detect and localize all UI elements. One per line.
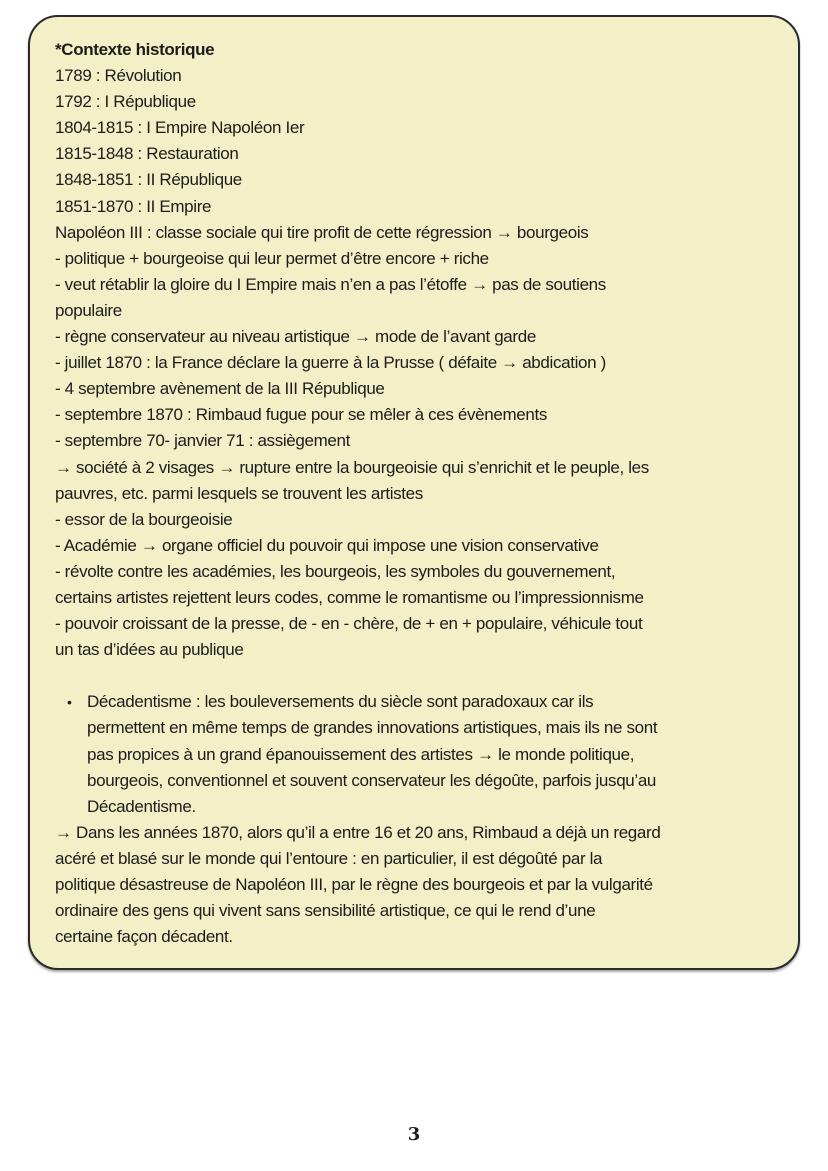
text-line [55,141,660,167]
bullet-text-line [55,742,660,768]
line-text: certains artistes rejettent leurs codes, comme le romantisme ou l’impressionnisme [55,587,644,607]
line-text: 1851-1870 : II Empire [55,196,212,216]
text-line [55,89,660,115]
line-text: populaire [55,300,122,320]
text-line [55,63,660,89]
text-line [55,455,660,481]
text-line [55,376,660,402]
line-text: - septembre 1870 : Rimbaud fugue pour se mêler à ces évènements [55,405,548,425]
bullet-text-line [55,715,660,741]
line-text: certaine façon décadent. [55,927,233,947]
page-number: 3 [407,1124,421,1145]
text-line [55,324,660,350]
line-text: politique désastreuse de Napoléon III, par le règne des bourgeois et par la vulgarité [55,875,653,894]
text-line [55,298,660,324]
conclusion-paragraph [55,820,660,950]
line-text: ordinaire des gens qui vivent sans sensibilité artistique, ce qui le rend d’une [55,901,596,921]
timeline-list [55,63,660,663]
line-text: → société à 2 visages → rupture entre la bourgeoisie qui s’enrichit et le peuple, les [55,457,649,477]
text-line [55,559,660,585]
line-text: pauvres, etc. parmi lesquels se trouvent les artistes [55,483,423,503]
line-text: → Dans les années 1870, alors qu’il a entre 16 et 20 ans, Rimbaud a déjà un regard [55,822,661,842]
text-line [55,820,660,846]
text-line [55,924,660,950]
text-line [55,220,660,246]
bullet-text-line [55,794,660,820]
text-line [55,115,660,141]
bullet-text-line [55,768,660,794]
bullet-item-decadentisme [55,689,660,819]
text-line [55,167,660,193]
line-text: 1789 : Révolution [55,66,182,86]
line-text: 1804-1815 : I Empire Napoléon Ier [55,118,305,138]
text-line [55,402,660,428]
line-text: acéré et blasé sur le monde qui l’entoure : en particulier, il est dégoûté par la [55,848,603,868]
section-heading: *Contexte historique [55,40,215,59]
line-text: - veut rétablir la gloire du I Empire mais n’en a pas l’étoffe → pas de soutiens [55,274,606,294]
text-line [55,246,660,272]
text-line [55,846,660,872]
text-line [55,533,660,559]
line-text: - pouvoir croissant de la presse, de - en - chère, de + en + populaire, véhicule tout [55,614,643,634]
line-text: bourgeois, conventionnel et souvent conservateur les dégoûte, parfois jusqu’au [87,770,657,790]
bullet-text-line [55,689,660,715]
text-line [55,350,660,376]
line-text: 1815-1848 : Restauration [55,144,239,164]
line-text: - septembre 70- janvier 71 : assiègement [55,431,350,451]
text-line [55,898,660,924]
line-text: un tas d’idées au publique [55,640,244,660]
text-line [55,611,660,637]
line-text: Napoléon III : classe sociale qui tire profit de cette régression → bourgeois [55,222,589,242]
text-line [55,585,660,611]
line-text: - Académie → organe officiel du pouvoir qui impose une vision conservative [55,535,599,555]
line-text: - juillet 1870 : la France déclare la guerre à la Prusse ( défaite → abdication ) [55,353,606,373]
line-text: - 4 septembre avènement de la III République [55,379,385,399]
blank-line [55,663,660,689]
text-line [55,507,660,533]
line-text: - essor de la bourgeoisie [55,509,233,529]
line-text: permettent en même temps de grandes innovations artistiques, mais ils ne sont [87,718,658,738]
document-body [55,37,660,950]
line-text: 1848-1851 : II République [55,170,242,190]
text-line [55,272,660,298]
line-text: - règne conservateur au niveau artistique → mode de l’avant garde [55,327,536,347]
bullet-icon: • [67,694,72,711]
line-text: - révolte contre les académies, les bourgeois, les symboles du gouvernement, [55,561,616,581]
text-line [55,872,660,898]
text-line [55,428,660,454]
text-line [55,194,660,220]
line-text: Décadentisme. [87,796,196,816]
line-text: - politique + bourgeoise qui leur permet d’être encore + riche [55,248,489,268]
line-text: 1792 : I République [55,92,196,112]
line-text: Décadentisme : les bouleversements du siècle sont paradoxaux car ils [87,692,594,712]
line-text: pas propices à un grand épanouissement des artistes → le monde politique, [87,744,635,764]
text-line [55,481,660,507]
text-line [55,637,660,663]
